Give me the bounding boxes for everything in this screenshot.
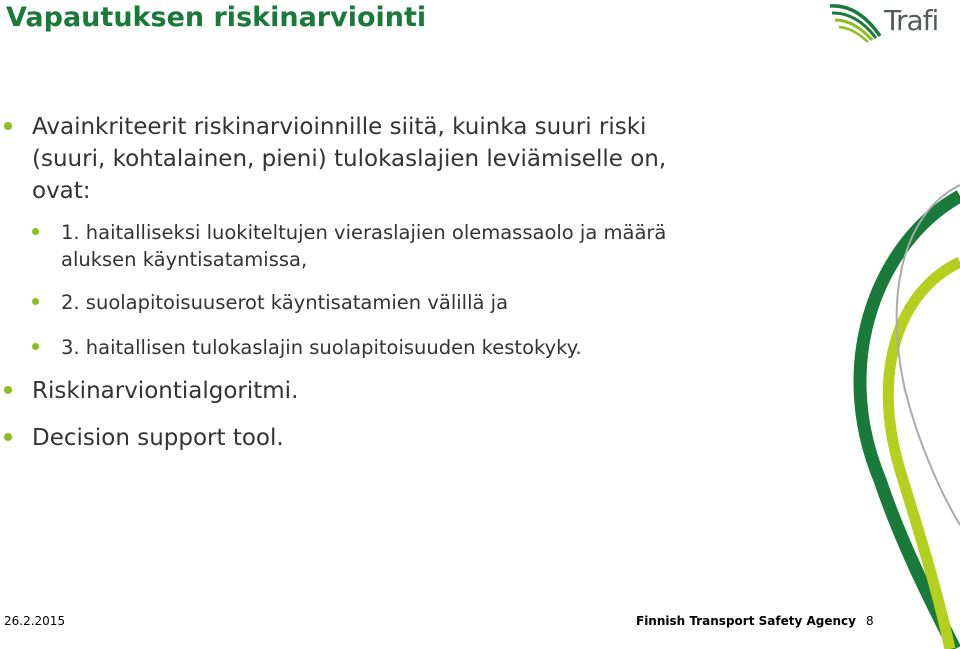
bullet-dot — [4, 433, 12, 441]
slide-title: Vapautuksen riskinarviointi — [6, 2, 427, 33]
bullet-item-decision-tool — [32, 422, 284, 454]
bullet-text-line: Riskinarviontialgoritmi. — [32, 378, 299, 404]
footer-date: 26.2.2015 — [4, 614, 66, 628]
bullet-text-line: 2. suolapitoisuuserot käyntisatamien välillä ja — [61, 291, 509, 314]
page-number: 8 — [866, 614, 874, 628]
bullet-text-line: 1. haitalliseksi luokiteltujen vieraslajien olemassaolo ja määrä — [61, 221, 667, 244]
bullet-dot — [32, 228, 39, 235]
logo-text: Trafi — [884, 4, 939, 37]
bullet-text-line: 3. haitallisen tulokaslajin suolapitoisuuden kestokyky. — [61, 336, 582, 359]
sub-bullet-item-1 — [61, 219, 666, 273]
bullet-text-line: (suuri, kohtalainen, pieni) tulokaslajien leviämiselle on, — [32, 146, 667, 172]
sub-bullet-item-2 — [61, 289, 508, 316]
bullet-item-algorithm — [32, 375, 298, 407]
bullet-text-line: Avainkriteerit riskinarvioinnille siitä, kuinka suuri riski — [32, 114, 647, 140]
bullet-dot — [4, 122, 12, 130]
sub-bullet-item-3 — [61, 334, 582, 361]
bullet-dot — [32, 343, 39, 350]
footer-agency: Finnish Transport Safety Agency — [636, 614, 856, 628]
bullet-text-line: aluksen käyntisatamissa, — [61, 248, 308, 271]
bullet-dot — [32, 298, 39, 305]
bullet-dot — [4, 386, 12, 394]
bullet-item-criteria — [32, 111, 666, 207]
bullet-text-line: Decision support tool. — [32, 425, 284, 451]
bullet-text-line: ovat: — [32, 178, 91, 204]
